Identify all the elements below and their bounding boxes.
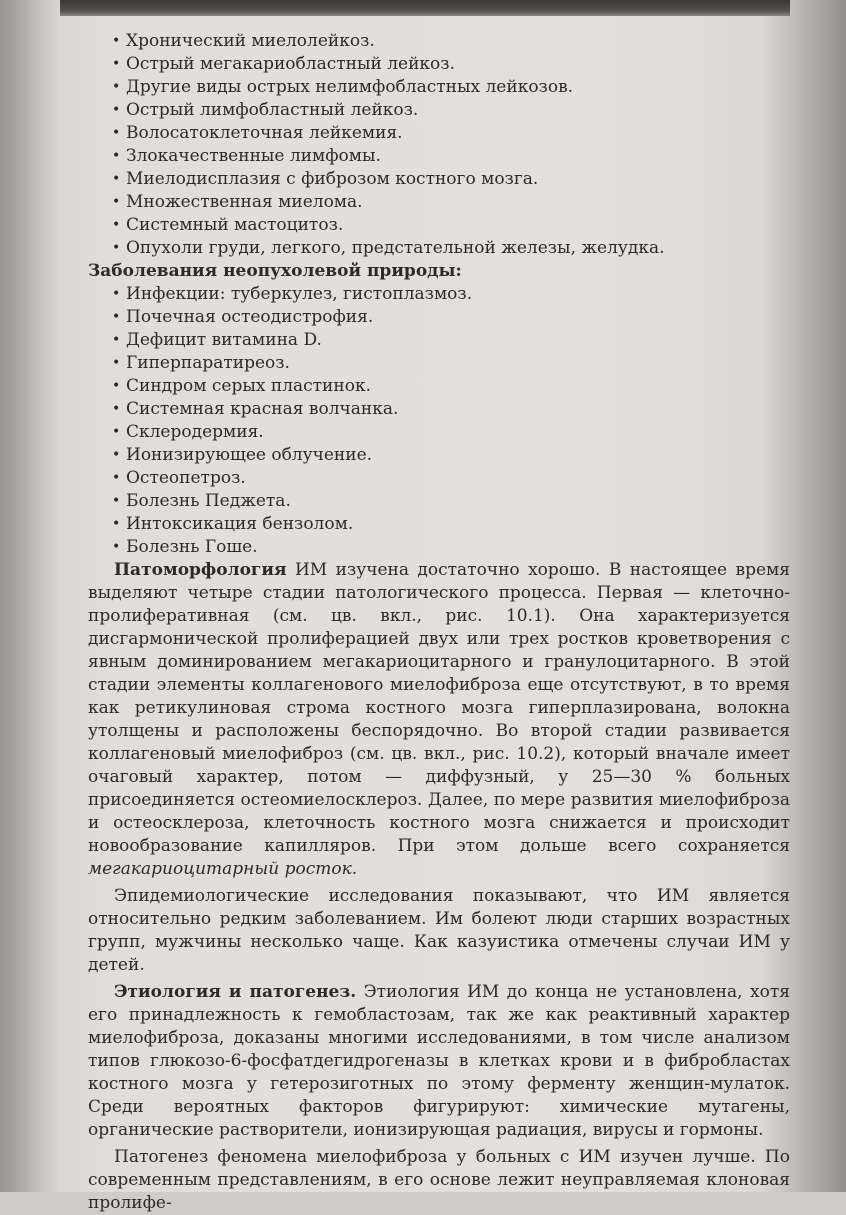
binding-shadow bbox=[0, 0, 60, 1192]
list-item: • Остеопетроз. bbox=[114, 467, 790, 490]
page-text bbox=[88, 30, 790, 1215]
list-item: • Острый лимфобластный лейкоз. bbox=[114, 99, 790, 122]
list-item: • Болезнь Педжета. bbox=[114, 490, 790, 513]
list-item: • Ионизирующее облучение. bbox=[114, 444, 790, 467]
list-item: • Другие виды острых нелимфобластных лейкозов. bbox=[114, 76, 790, 99]
list-item: • Почечная остеодистрофия. bbox=[114, 306, 790, 329]
list-item: • Болезнь Гоше. bbox=[114, 536, 790, 559]
list-item: • Миелодисплазия с фиброзом костного мозга. bbox=[114, 168, 790, 191]
list-item: • Синдром серых пластинок. bbox=[114, 375, 790, 398]
pathomorphology-italic: мегакариоцитарный росток. bbox=[88, 859, 358, 879]
nontumor-disease-list bbox=[88, 283, 790, 559]
etiology-paragraph bbox=[88, 981, 790, 1142]
list-item: • Дефицит витамина D. bbox=[114, 329, 790, 352]
list-item: • Хронический миелолейкоз. bbox=[114, 30, 790, 53]
list-item: • Опухоли груди, легкого, предстательной железы, желудка. bbox=[114, 237, 790, 260]
list-item: • Интоксикация бензолом. bbox=[114, 513, 790, 536]
page-top-shadow bbox=[60, 0, 790, 16]
list-item: • Инфекции: туберкулез, гистоплазмоз. bbox=[114, 283, 790, 306]
list-item: • Гиперпаратиреоз. bbox=[114, 352, 790, 375]
etiology-term: Этиология и патогенез. bbox=[114, 982, 357, 1002]
list-item: • Множественная миелома. bbox=[114, 191, 790, 214]
nontumor-heading: Заболевания неопухолевой природы: bbox=[88, 261, 462, 281]
list-item: • Системный мастоцитоз. bbox=[114, 214, 790, 237]
pathogenesis-paragraph: Патогенез феномена миелофиброза у больных с ИМ изучен лучше. По современным представлениям, в его основе лежит неуправляемая клоновая пролифе- bbox=[88, 1147, 790, 1213]
list-item: • Системная красная волчанка. bbox=[114, 398, 790, 421]
etiology-text: Этиология ИМ до конца не установлена, хотя его принадлежность к гемобластозам, так же как реактивный характер миелофиброза, доказаны многими исследованиями, в том числе анализом типов глюкозо-6-фосфатдегидрогеназы в клетках крови и в фибробластах костного мозга у гетерозиготных по этому ферменту женщин-мулаток. Среди вероятных факторов фигурируют: химические мутагены, органические растворители, ионизирующая радиация, вирусы и гормоны. bbox=[88, 982, 790, 1140]
pathomorphology-text: ИМ изучена достаточно хорошо. В настоящее время выделяют четыре стадии патологического процесса. Первая — клеточно-пролиферативная (см. цв. вкл., рис. 10.1). Она характеризуется дисгармонической пролиферацией двух или трех ростков кроветворения с явным доминированием мегакариоцитарного и гранулоцитарного. В этой стадии элементы коллагенового миелофиброза еще отсутствуют, в то время как ретикулиновая строма костного мозга гиперплазирована, волокна утолщены и расположены беспорядочно. Во второй стадии развивается коллагеновый миелофиброз (см. цв. вкл., рис. 10.2), который вначале имеет очаговый характер, потом — диффузный, у 25—30 % больных присоединяется остеомиелосклероз. Далее, по мере развития миелофиброза и остеосклероза, клеточность костного мозга снижается и происходит новообразование капилляров. При этом дольше всего сохраняется bbox=[88, 560, 790, 856]
epidemiology-paragraph: Эпидемиологические исследования показывают, что ИМ является относительно редким заболеванием. Им болеют люди старших возрастных групп, мужчины несколько чаще. Как казуистика отмечены случаи ИМ у детей. bbox=[88, 886, 790, 975]
list-item: • Волосатоклеточная лейкемия. bbox=[114, 122, 790, 145]
list-item: • Острый мегакариобластный лейкоз. bbox=[114, 53, 790, 76]
tumor-disease-list bbox=[88, 30, 790, 260]
pathomorphology-paragraph bbox=[88, 559, 790, 881]
list-item: • Злокачественные лимфомы. bbox=[114, 145, 790, 168]
pathomorphology-term: Патоморфология bbox=[114, 560, 287, 580]
list-item: • Склеродермия. bbox=[114, 421, 790, 444]
